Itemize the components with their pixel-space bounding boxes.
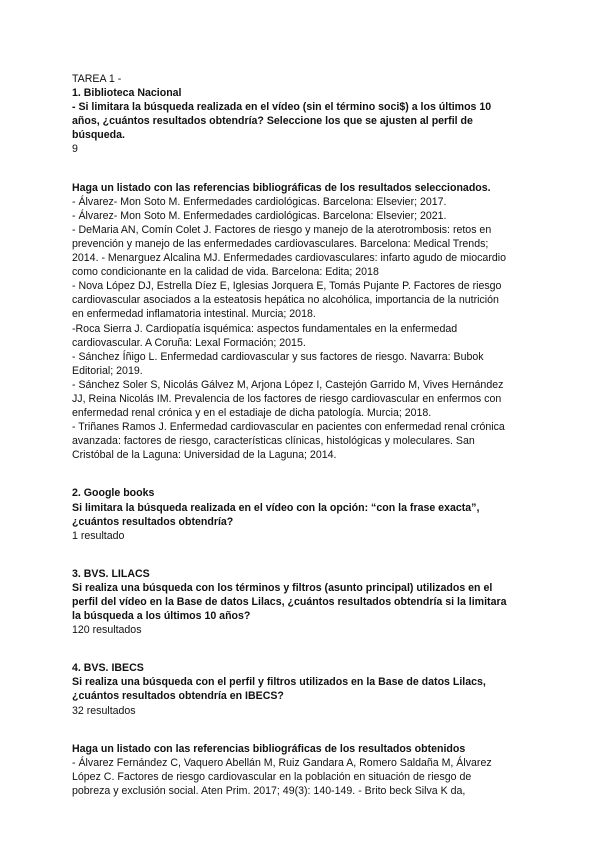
section-4-list-title: Haga un listado con las referencias bibliográficas de los resultados obtenidos [72, 742, 466, 755]
section-4-question: ¿cuántos resultados obtendría en IBECS? [72, 690, 284, 703]
reference-line: - Álvarez- Mon Soto M. Enfermedades cardiológicas. Barcelona: Elsevier; 2017. [72, 195, 447, 208]
section-2-title: 2. Google books [72, 487, 155, 500]
reference-line: pobreza y exclusión social. Aten Prim. 2017; 49(3): 140-149. - Brito beck Silva K da, [72, 784, 466, 797]
reference-line: López C. Factores de riesgo cardiovascular en la población en situación de riesgo de [72, 770, 472, 783]
section-1-question: - Si limitara la búsqueda realizada en el vídeo (sin el término soci$) a los últimos 10 [72, 101, 492, 114]
section-4-question: Si realiza una búsqueda con el perfil y filtros utilizados en la Base de datos Lilacs, [72, 676, 486, 689]
document-header: TAREA 1 - [72, 73, 122, 85]
section-3-answer: 120 resultados [72, 624, 142, 637]
reference-line: cardiovascular asociados a la esteatosis hepática no alcohólica, importancia de la nutrición [72, 294, 499, 307]
section-1-question: años, ¿cuántos resultados obtendría? Seleccione los que se ajusten al perfil de [72, 115, 473, 128]
reference-line: Editorial; 2019. [72, 364, 143, 377]
reference-line: - Álvarez- Mon Soto M. Enfermedades cardiológicas. Barcelona: Elsevier; 2021. [72, 209, 447, 222]
reference-line: - Sánchez Soler S, Nicolás Gálvez M, Arjona López I, Castejón Garrido M, Vives Hernández [72, 378, 504, 391]
reference-line: - Nova López DJ, Estrella Díez E, Iglesias Jorquera E, Tomás Pujante P. Factores de riesgo [72, 280, 502, 293]
reference-line: - Sánchez Íñigo L. Enfermedad cardiovascular y sus factores de riesgo. Navarra: Bubok [72, 350, 484, 363]
section-4-references [72, 756, 532, 798]
reference-line: - Álvarez Fernández C, Vaquero Abellán M, Ruiz Gandara A, Romero Saldaña M, Álvarez [72, 756, 492, 769]
reference-line: JJ, Reina Nicolás IM. Prevalencia de los factores de riesgo cardiovascular en enfermos con [72, 392, 502, 405]
reference-line: - DeMaria AN, Comín Colet J. Factores de riesgo y manejo de la aterotrombosis: retos en [72, 223, 492, 236]
document-page [72, 72, 532, 798]
section-4-answer: 32 resultados [72, 704, 136, 717]
section-2-answer: 1 resultado [72, 529, 125, 542]
reference-line: -Roca Sierra J. Cardiopatía isquémica: aspectos fundamentales en la enfermedad [72, 322, 458, 335]
section-1-title: 1. Biblioteca Nacional [72, 87, 182, 100]
reference-line: avanzada: factores de riesgo, características clínicas, histológicas y moleculares. San [72, 435, 475, 448]
reference-line: cardiovascular. A Coruña: Lexal Formación; 2015. [72, 336, 306, 349]
reference-line: prevención y manejo de las enfermedades cardiovasculares. Barcelona: Medical Trends; [72, 237, 489, 250]
section-4-title: 4. BVS. IBECS [72, 662, 144, 675]
section-1-references [72, 195, 532, 463]
reference-line: 2014. - Menarguez Alcalina MJ. Enfermedades cardiovasculares: infarto agudo de miocardio [72, 252, 506, 265]
section-1-answer: 9 [72, 143, 78, 156]
section-1-question: búsqueda. [72, 129, 125, 142]
section-3-question: Si realiza una búsqueda con los términos y filtros (asunto principal) utilizados en el [72, 581, 493, 594]
reference-line: en enfermedad inflamatoria intestinal. Murcia; 2018. [72, 308, 316, 321]
section-3-question: la búsqueda a los últimos 10 años? [72, 610, 251, 623]
section-2-question: ¿cuántos resultados obtendría? [72, 515, 234, 528]
reference-line: Cristóbal de la Laguna: Universidad de la Laguna; 2014. [72, 449, 337, 462]
section-2-question: Si limitara la búsqueda realizada en el vídeo con la opción: “con la frase exacta”, [72, 501, 480, 514]
section-3-title: 3. BVS. LILACS [72, 567, 150, 580]
reference-line: - Triñanes Ramos J. Enfermedad cardiovascular en pacientes con enfermedad renal crónica [72, 421, 505, 434]
reference-line: enfermedad renal crónica y en el estadiaje de dicha patología. Murcia; 2018. [72, 407, 432, 420]
reference-line: como condicionante en la calidad de vida. Barcelona: Edita; 2018 [72, 266, 379, 279]
section-3-question: perfil del vídeo en la Base de datos Lilacs, ¿cuántos resultados obtendría si la limitara [72, 596, 507, 608]
section-1-list-title: Haga un listado con las referencias bibliográficas de los resultados seleccionados. [72, 181, 491, 194]
